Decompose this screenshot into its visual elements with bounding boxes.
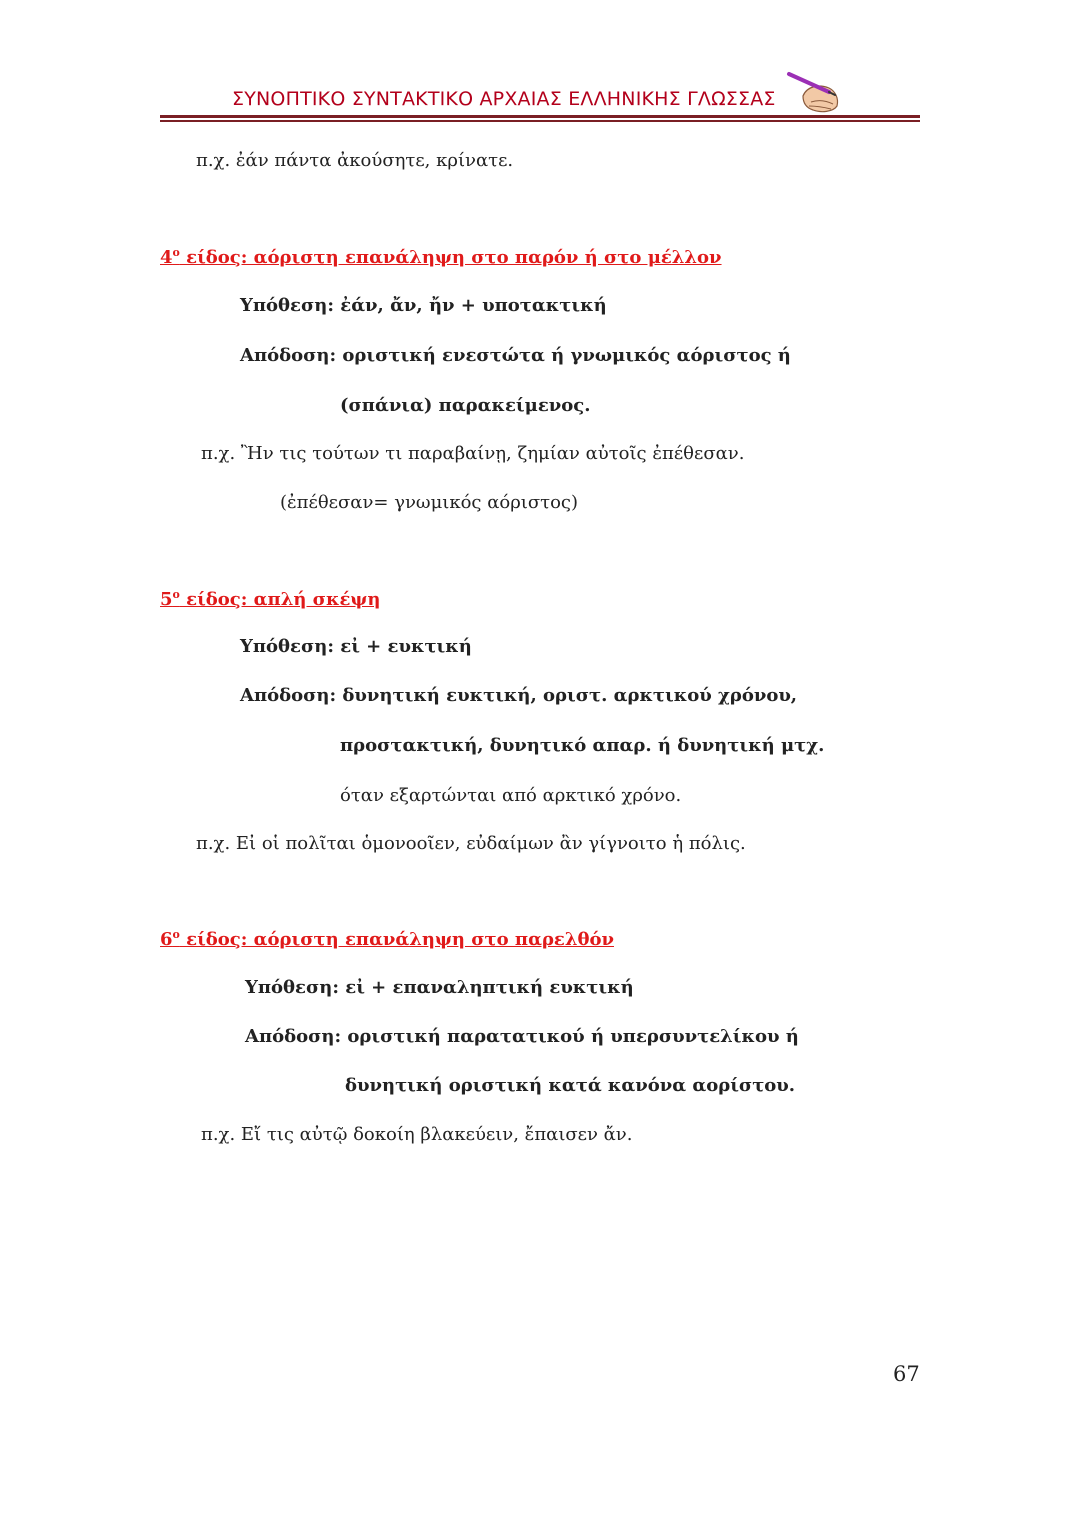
section4-example: π.χ. Ἢν τις τούτων τι παραβαίνῃ, ζημίαν αὐτοῖς ἐπέθεσαν. — [201, 443, 745, 464]
section4-apodosis: Απόδοση: οριστική ενεστώτα ή γνωμικός αόριστος ή — [240, 345, 791, 366]
section6-apodosis: Απόδοση: οριστική παρατατικού ή υπερσυντελίκου ή — [245, 1026, 799, 1047]
section6-apodosis-continued: δυνητική οριστική κατά κανόνα αορίστου. — [345, 1075, 796, 1096]
running-header-title: ΣΥΝΟΠΤΙΚΟ ΣΥΝΤΑΚΤΙΚΟ ΑΡΧΑΙΑΣ ΕΛΛΗΝΙΚΗΣ ΓΛΩΣΣΑΣ — [232, 88, 776, 110]
section4-protasis: Υπόθεση: ἐάν, ἄν, ἤν + υποτακτική — [240, 295, 607, 316]
section5-example: π.χ. Εἰ οἱ πολῖται ὁμονοοῖεν, εὐδαίμων ἂν γίγνοιτο ἡ πόλις. — [196, 833, 746, 854]
page-number: 67 — [893, 1362, 920, 1386]
section6-protasis: Υπόθεση: εἰ + επαναληπτική ευκτική — [245, 977, 634, 998]
section-heading-4: $4^o$ είδος: αόριστη επανάληψη στο παρόν ή στο μέλλον — [160, 246, 722, 268]
section6-example: π.χ. Εἴ τις αὐτῷ δοκοίη βλακεύειν, ἔπαισεν ἄν. — [201, 1124, 633, 1145]
section5-apodosis-continued: προστακτική, δυνητικό απαρ. ή δυνητική μτχ. — [340, 735, 825, 756]
section5-apodosis-note: όταν εξαρτώνται από αρκτικό χρόνο. — [340, 785, 682, 806]
hand-writing-pen-icon — [785, 66, 845, 114]
section-heading-6: $6^o$ είδος: αόριστη επανάληψη στο παρελθόν — [160, 928, 614, 950]
section-heading-5: $5^o$ είδος: απλή σκέψη — [160, 588, 381, 610]
section4-note: (ἐπέθεσαν= γνωμικός αόριστος) — [280, 492, 579, 513]
section5-protasis: Υπόθεση: εἰ + ευκτική — [240, 636, 472, 657]
header-rule-secondary — [160, 120, 920, 122]
header-rule — [160, 115, 920, 118]
section4-apodosis-continued: (σπάνια) παρακείμενος. — [340, 395, 591, 416]
section5-apodosis: Απόδοση: δυνητική ευκτική, οριστ. αρκτικού χρόνου, — [240, 685, 798, 706]
intro-example: π.χ. ἐάν πάντα ἀκούσητε, κρίνατε. — [196, 150, 514, 171]
